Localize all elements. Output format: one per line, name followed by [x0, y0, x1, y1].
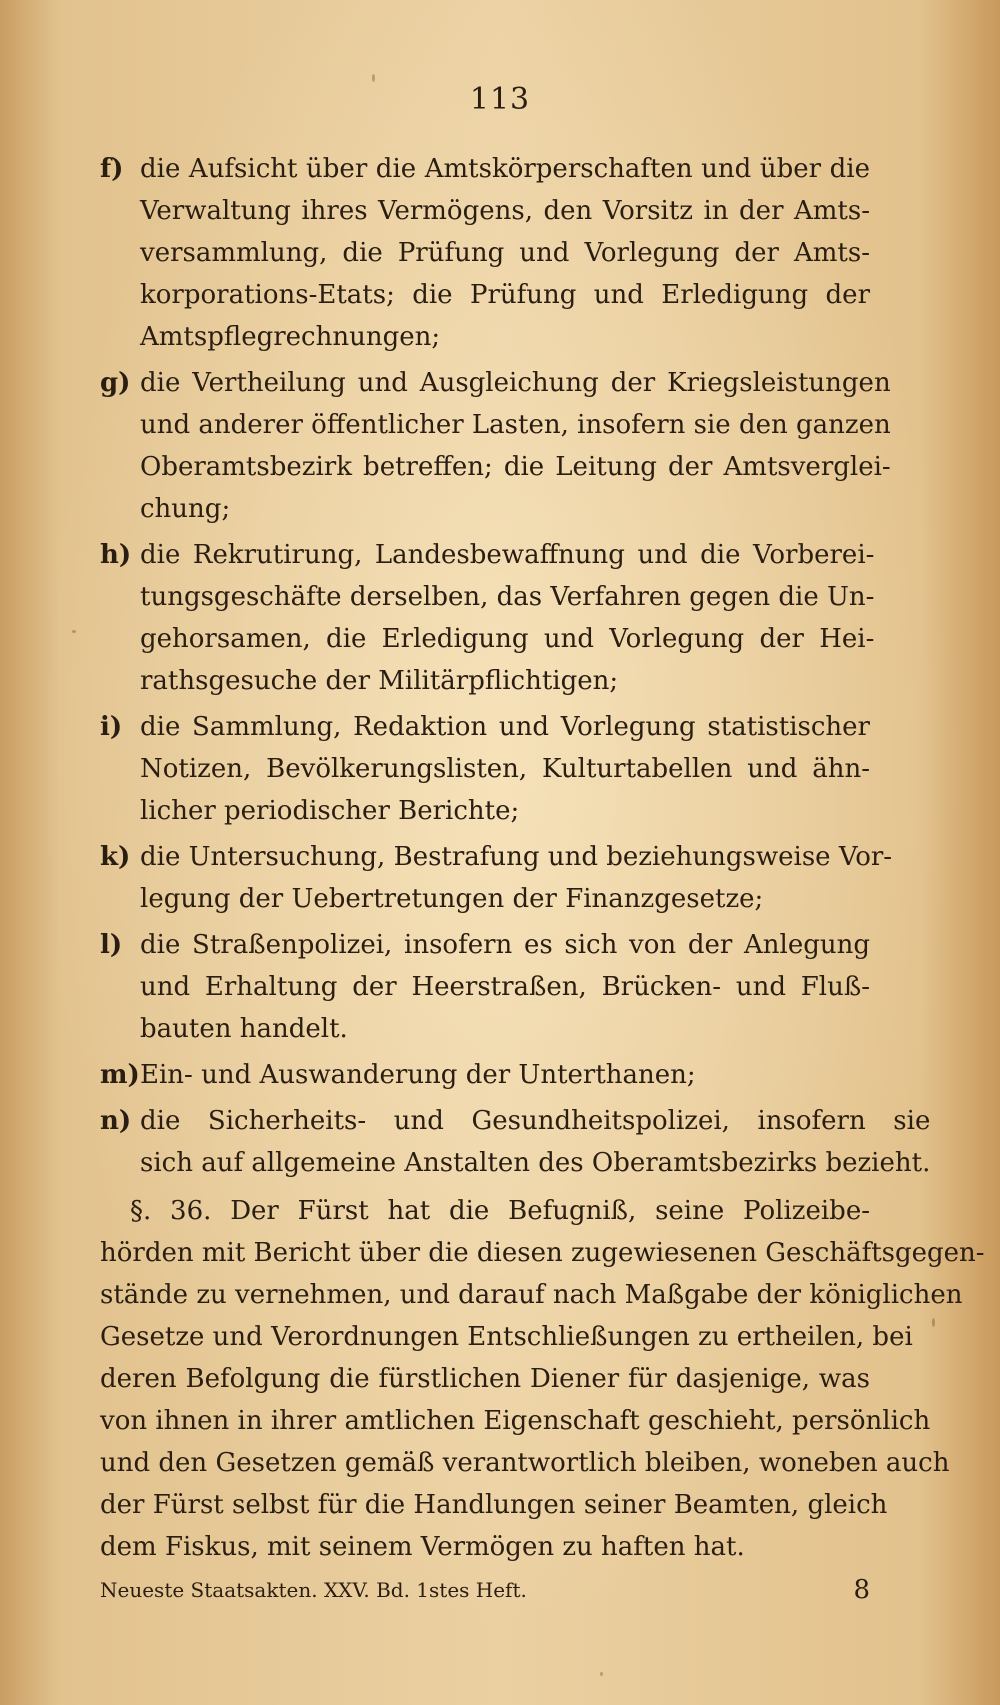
item-marker: i) [100, 712, 123, 742]
text-line: Gesetze und Verordnungen Entschließungen zu ertheilen, bei [100, 1322, 913, 1352]
item-text [140, 836, 892, 920]
paper-spot [72, 630, 76, 633]
text-line: deren Befolgung die fürstlichen Diener für dasjenige, was [100, 1364, 870, 1394]
text-line: dem Fiskus, mit seinem Vermögen zu haften hat. [100, 1532, 745, 1562]
text-line: die Sicherheits- und Gesundheitspolizei, insofern sie [140, 1106, 931, 1136]
item-text [140, 706, 870, 832]
item-marker: h) [100, 540, 132, 570]
text-line: von ihnen in ihrer amtlichen Eigenschaft geschieht, persönlich [100, 1406, 931, 1436]
text-line: §. 36. Der Fürst hat die Befugniß, seine Polizeibe- [130, 1196, 870, 1226]
item-text [140, 1054, 870, 1096]
item-marker: f) [100, 154, 124, 184]
list-item [100, 148, 870, 358]
text-line: die Rekrutirung, Landesbewaffnung und die Vorberei- [140, 540, 875, 570]
text-line: licher periodischer Berichte; [140, 796, 520, 826]
text-line: stände zu vernehmen, und darauf nach Maßgabe der königlichen [100, 1280, 963, 1310]
item-text [140, 924, 870, 1050]
text-line: Verwaltung ihres Vermögens, den Vorsitz in der Amts- [140, 196, 870, 226]
page-footer [100, 1570, 870, 1610]
list-item [100, 1100, 931, 1184]
text-line: Amtspflegrechnungen; [140, 322, 441, 352]
text-line: der Fürst selbst für die Handlungen seiner Beamten, gleich [100, 1490, 888, 1520]
item-marker: k) [100, 842, 131, 872]
item-text [140, 362, 891, 530]
list-item [100, 534, 875, 702]
text-line: Ein- und Auswanderung der Unterthanen; [140, 1060, 696, 1090]
paper-spot [372, 74, 375, 82]
page-body [100, 148, 985, 1568]
list-item [100, 924, 870, 1050]
text-line: und den Gesetzen gemäß verantwortlich bleiben, woneben auch [100, 1448, 950, 1478]
text-line: rathsgesuche der Militärpflichtigen; [140, 666, 619, 696]
text-line: die Sammlung, Redaktion und Vorlegung statistischer [140, 712, 870, 742]
text-line: hörden mit Bericht über die diesen zugewiesenen Geschäftsgegen- [100, 1238, 985, 1268]
text-line: die Vertheilung und Ausgleichung der Kriegsleistungen [140, 368, 891, 398]
item-marker: g) [100, 368, 131, 398]
item-text [140, 1100, 930, 1184]
text-line: korporations-Etats; die Prüfung und Erledigung der [140, 280, 870, 310]
footer-title: Neueste Staatsakten. XXV. Bd. 1stes Heft. [100, 1578, 527, 1602]
item-marker: l) [100, 930, 123, 960]
text-line: bauten handelt. [140, 1014, 348, 1044]
item-text [140, 534, 874, 702]
text-line: die Aufsicht über die Amtskörperschaften und über die [140, 154, 870, 184]
list-item [100, 706, 870, 832]
text-line: und anderer öffentlicher Lasten, insofern sie den ganzen [140, 410, 891, 440]
item-marker: m) [100, 1060, 140, 1090]
item-text [140, 148, 870, 358]
item-marker: n) [100, 1106, 132, 1136]
page-number: 113 [469, 82, 531, 117]
text-line: die Untersuchung, Bestrafung und beziehungsweise Vor- [140, 842, 893, 872]
text-line: gehorsamen, die Erledigung und Vorlegung der Hei- [140, 624, 875, 654]
text-line: Oberamtsbezirk betreffen; die Leitung der Amtsverglei- [140, 452, 891, 482]
text-line: und Erhaltung der Heerstraßen, Brücken- und Fluß- [140, 972, 870, 1002]
paper-spot [600, 1672, 603, 1676]
text-line: Notizen, Bevölkerungslisten, Kulturtabellen und ähn- [140, 754, 870, 784]
section-paragraph [100, 1190, 985, 1568]
paper-spot [932, 1318, 935, 1327]
text-line: chung; [140, 494, 231, 524]
signature-mark: 8 [853, 1575, 870, 1605]
text-line: sich auf allgemeine Anstalten des Oberamtsbezirks bezieht. [140, 1148, 931, 1178]
text-line: versammlung, die Prüfung und Vorlegung der Amts- [140, 238, 870, 268]
list-item [100, 1054, 870, 1096]
text-line: tungsgeschäfte derselben, das Verfahren gegen die Un- [140, 582, 875, 612]
list-item [100, 362, 891, 530]
list-item [100, 836, 893, 920]
text-line: die Straßenpolizei, insofern es sich von der Anlegung [140, 930, 870, 960]
text-line: legung der Uebertretungen der Finanzgesetze; [140, 884, 764, 914]
